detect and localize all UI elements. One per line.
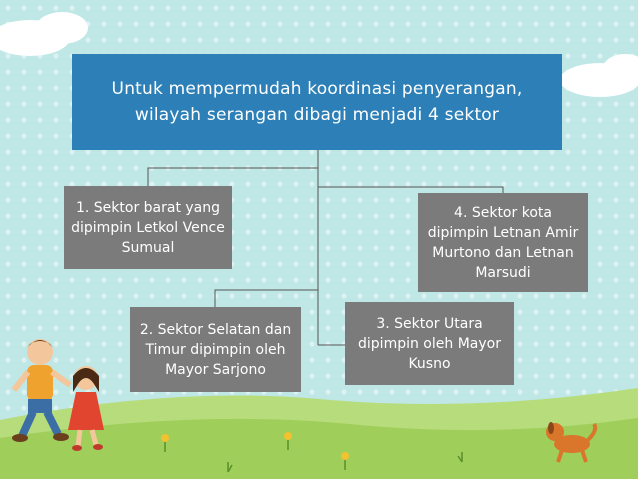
root-node — [72, 54, 562, 150]
sector-node-4 — [418, 193, 588, 292]
sector-node-2 — [130, 307, 301, 392]
sector-node-2-text: 2. Sektor Selatan dan Timur dipimpin oleh Mayor Sarjono — [139, 321, 292, 378]
sector-node-3-text: 3. Sektor Utara dipimpin oleh Mayor Kusno — [358, 315, 501, 372]
sector-node-3 — [345, 302, 514, 385]
sector-node-4-text: 4. Sektor kota dipimpin Letnan Amir Murtono dan Letnan Marsudi — [427, 204, 579, 281]
root-node-text: Untuk mempermudah koordinasi penyerangan, wilayah serangan dibagi menjadi 4 sektor — [111, 79, 523, 125]
sector-node-1 — [64, 186, 232, 269]
sector-node-1-text: 1. Sektor barat yang dipimpin Letkol Vence Sumual — [71, 199, 225, 256]
